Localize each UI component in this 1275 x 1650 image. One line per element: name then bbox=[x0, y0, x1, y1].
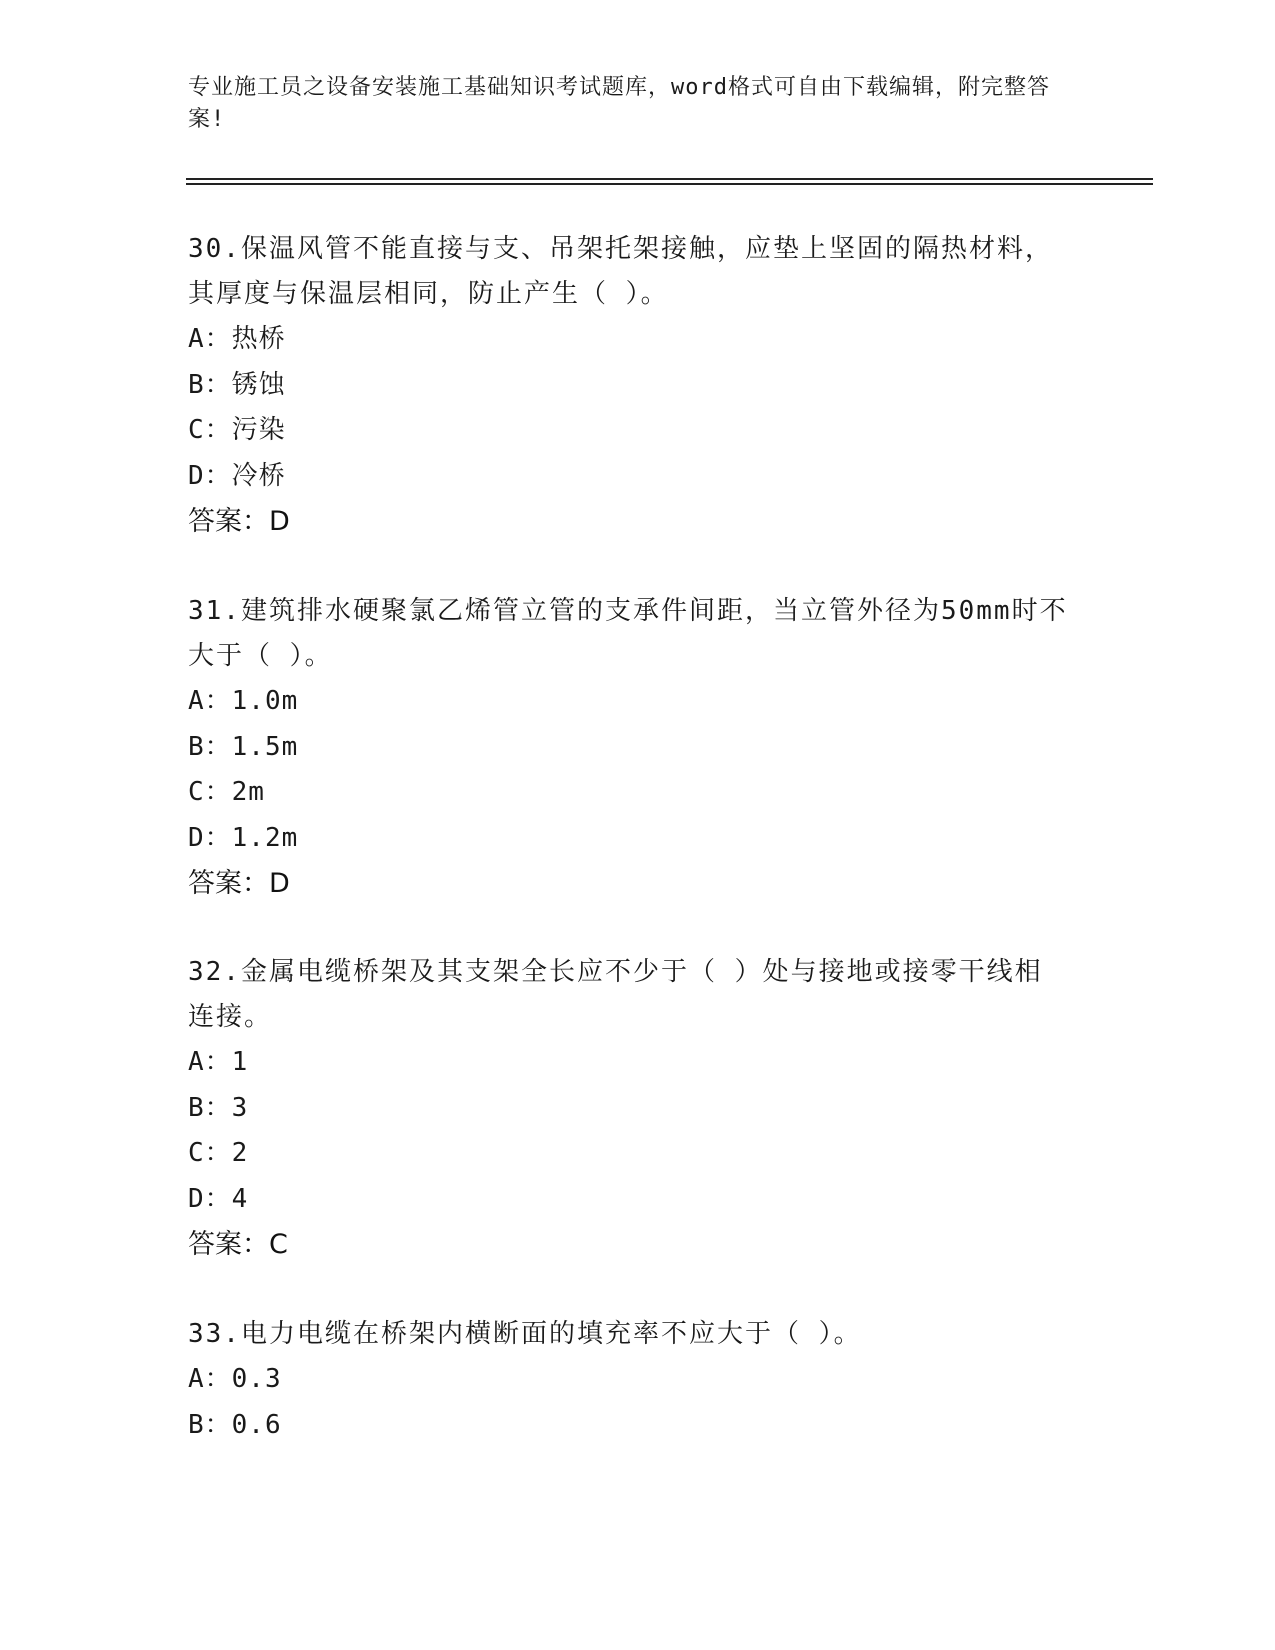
option-c: C：2m bbox=[188, 777, 265, 807]
question-stem: 31.建筑排水硬聚氯乙烯管立管的支承件间距，当立管外径为50mm时不大于（ ）。 bbox=[188, 596, 1068, 671]
option-a: A：1.0m bbox=[188, 686, 299, 716]
question-33 bbox=[188, 1312, 1068, 1448]
answer-line: 答案：D bbox=[188, 868, 290, 899]
option-a: A：1 bbox=[188, 1047, 249, 1077]
option-b: B：0.6 bbox=[188, 1409, 282, 1440]
option-c: C：2 bbox=[188, 1138, 249, 1168]
option-d: D：1.2m bbox=[188, 822, 299, 853]
option-d: D：4 bbox=[188, 1183, 249, 1214]
question-30 bbox=[188, 227, 1068, 545]
header-divider-top bbox=[186, 178, 1153, 180]
document-intro: 专业施工员之设备安装施工基础知识考试题库，word格式可自由下载编辑，附完整答案! bbox=[188, 75, 1050, 132]
question-stem: 30.保温风管不能直接与支、吊架托架接触，应垫上坚固的隔热材料，其厚度与保温层相同，防止产生（ ）。 bbox=[188, 234, 1053, 309]
option-a: A：0.3 bbox=[188, 1364, 282, 1394]
question-32 bbox=[188, 950, 1068, 1268]
question-stem: 33.电力电缆在桥架内横断面的填充率不应大于（ ）。 bbox=[188, 1319, 862, 1349]
option-b: B：锈蚀 bbox=[188, 369, 286, 400]
option-b: B：3 bbox=[188, 1092, 249, 1123]
option-d: D：冷桥 bbox=[188, 460, 286, 491]
option-c: C：污染 bbox=[188, 415, 286, 445]
answer-line: 答案：D bbox=[188, 506, 290, 537]
option-b: B：1.5m bbox=[188, 731, 299, 762]
option-a: A：热桥 bbox=[188, 324, 286, 354]
question-stem: 32.金属电缆桥架及其支架全长应不少于（ ）处与接地或接零干线相连接。 bbox=[188, 957, 1043, 1032]
header-divider-bottom bbox=[186, 183, 1153, 185]
answer-line: 答案：C bbox=[188, 1229, 288, 1260]
question-31 bbox=[188, 589, 1068, 907]
